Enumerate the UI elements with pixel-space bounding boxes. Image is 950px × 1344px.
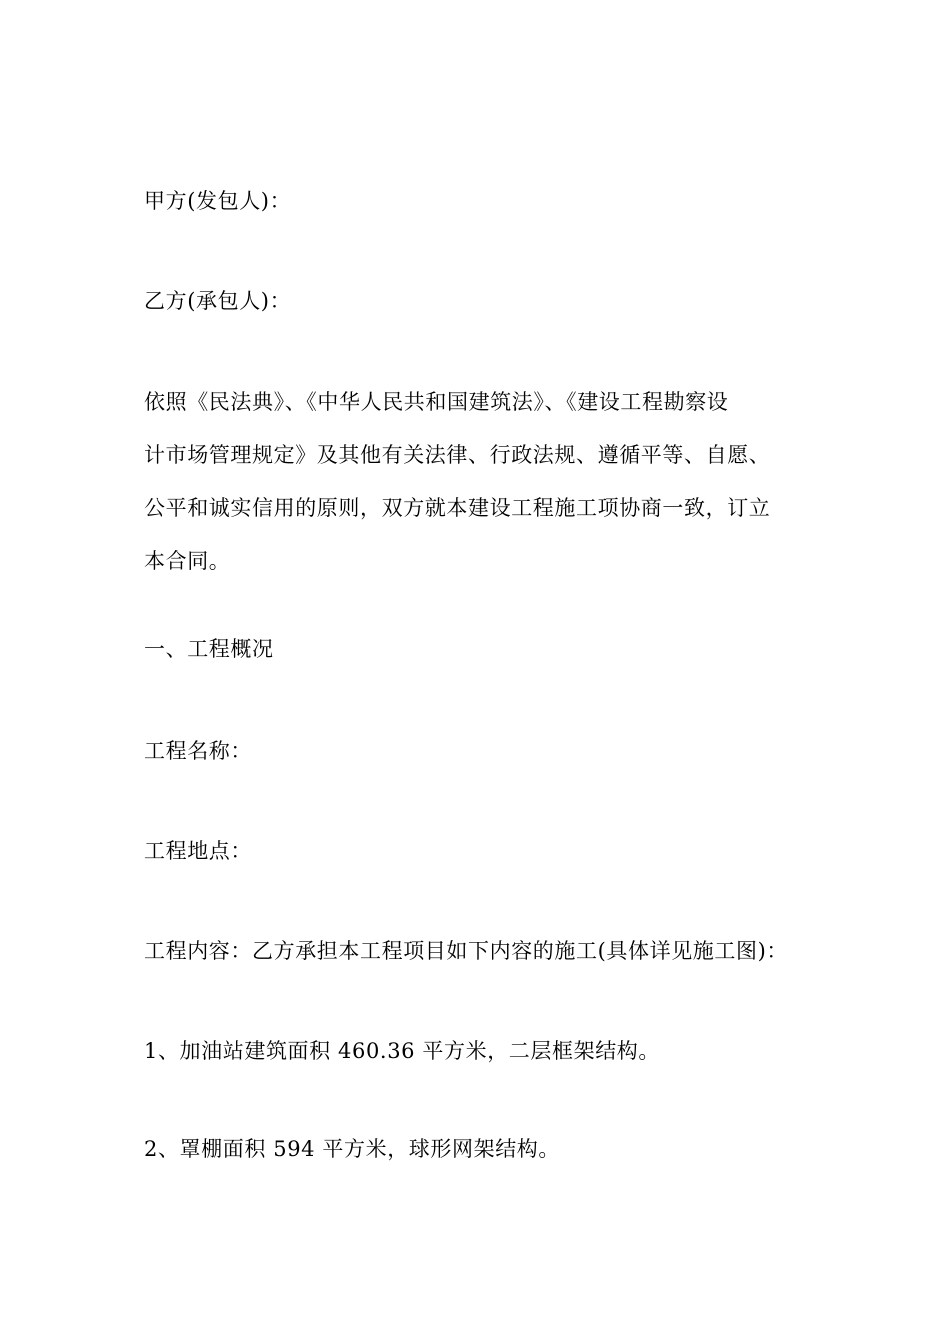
preamble-line: 本合同。: [144, 549, 231, 573]
party-b-label: 乙方(承包人)：: [144, 289, 292, 313]
preamble-line: 公平和诚实信用的原则，双方就本建设工程施工项协商一致，订立: [144, 496, 771, 520]
preamble-paragraph: [144, 376, 812, 588]
party-a-label: 甲方(发包人)：: [144, 189, 292, 213]
project-content-text: 工程内容：乙方承担本工程项目如下内容的施工(具体详见施工图)：: [144, 939, 788, 963]
preamble-line: 计市场管理规定》及其他有关法律、行政法规、遵循平等、自愿、: [144, 443, 771, 467]
preamble-line: 依照《民法典》、《中华人民共和国建筑法》、《建设工程勘察设: [144, 390, 729, 414]
project-location-label: 工程地点：: [144, 839, 252, 863]
project-name-label: 工程名称：: [144, 739, 252, 763]
list-item: 1、加油站建筑面积 460.36 平方米，二层框架结构。: [144, 1039, 660, 1063]
section-heading: 一、工程概况: [144, 637, 274, 661]
list-item: 2、罩棚面积 594 平方米，球形网架结构。: [144, 1137, 560, 1161]
